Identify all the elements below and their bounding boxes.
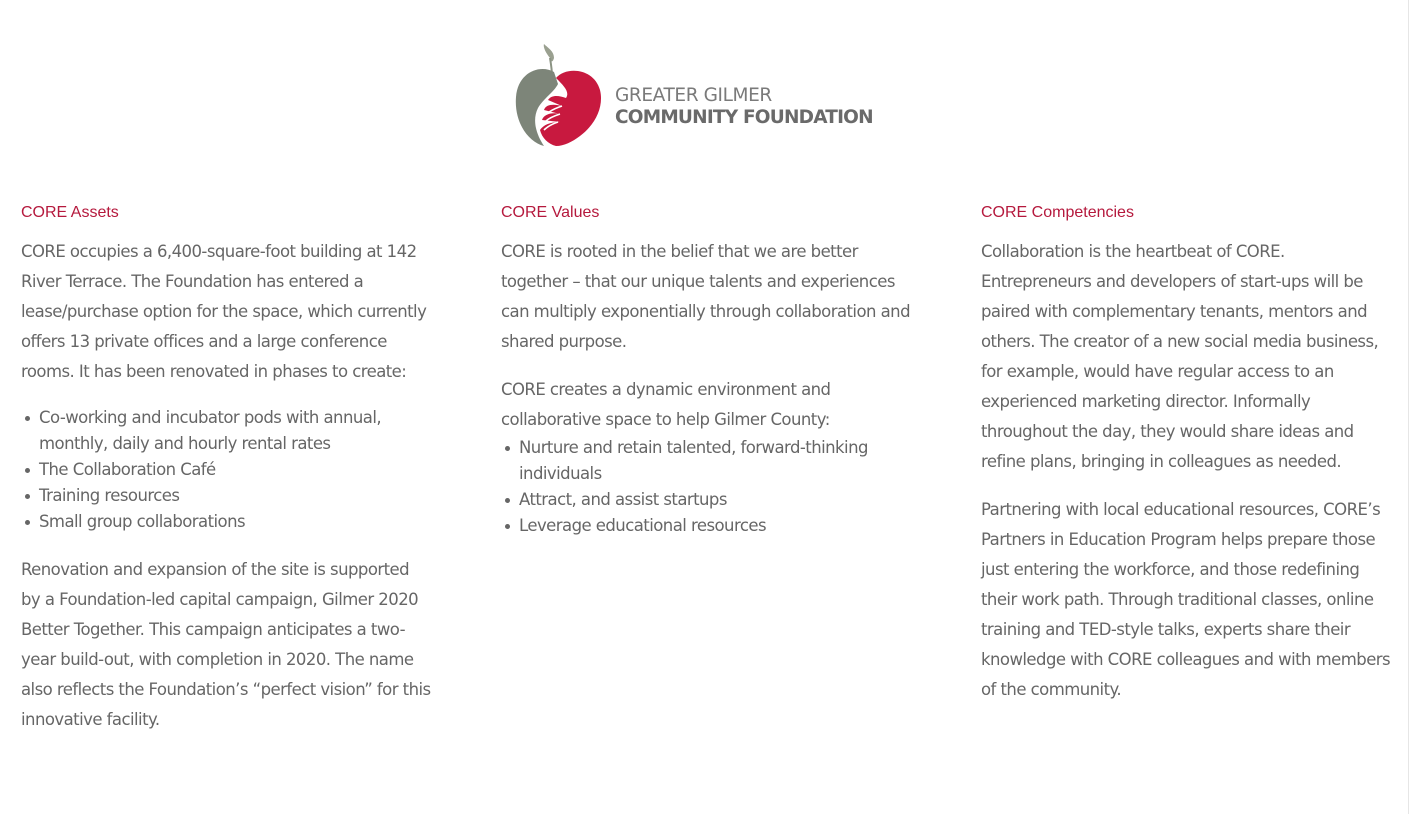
apple-hand-logo-icon [514, 42, 604, 148]
core-assets-column [21, 202, 431, 753]
list-item: Attract, and assist startups [519, 487, 911, 513]
core-competencies-paragraph-2: Partnering with local educational resources, CORE’s Partners in Education Program helps prepare those just entering the workforce, and those redefining their work path. Through traditional classes, online training and TED-style talks, experts share their knowledge with CORE colleagues and with members of the community. [981, 500, 1391, 699]
core-competencies-paragraph-1: Collaboration is the heartbeat of CORE. Entrepreneurs and developers of start-ups will be paired with complementary tenants, mentors and others. The creator of a new social media business, for example, would have regular access to an experienced marketing director. Informally throughout the day, they would share ideas and refine plans, bringing in colleagues as needed. [981, 242, 1379, 471]
core-assets-heading: CORE Assets [21, 204, 119, 221]
logo-text-line1: GREATER GILMER [615, 85, 772, 106]
list-item: The Collaboration Café [39, 457, 431, 483]
core-assets-closing: Renovation and expansion of the site is supported by a Foundation-led capital campaign, Gilmer 2020 Better Together. This campaign anticipates a two-year build-out, with completion in 2020. The name also reflects the Foundation’s “perfect vision” for this innovative facility. [21, 560, 431, 729]
foundation-logo[interactable] [514, 42, 894, 148]
core-assets-intro: CORE occupies a 6,400-square-foot building at 142 River Terrace. The Foundation has entered a lease/purchase option for the space, which currently offers 13 private offices and a large conference rooms. It has been renovated in phases to create: [21, 242, 427, 381]
core-competencies-heading: CORE Competencies [981, 204, 1134, 221]
core-values-paragraph-1: CORE is rooted in the belief that we are better together – that our unique talents and experiences can multiply exponentially through collaboration and shared purpose. [501, 242, 911, 351]
list-item: Training resources [39, 483, 431, 509]
page-edge-divider [1408, 0, 1409, 814]
core-values-heading: CORE Values [501, 204, 600, 221]
list-item: Nurture and retain talented, forward-thinking individuals [519, 435, 911, 487]
core-assets-list [21, 405, 431, 535]
list-item: Small group collaborations [39, 509, 431, 535]
list-item: Co-working and incubator pods with annual, monthly, daily and hourly rental rates [39, 405, 431, 457]
core-values-paragraph-2: CORE creates a dynamic environment and collaborative space to help Gilmer County: [501, 380, 831, 429]
core-values-list [501, 435, 911, 539]
logo-text-line2: COMMUNITY FOUNDATION [615, 107, 873, 128]
list-item: Leverage educational resources [519, 513, 911, 539]
core-competencies-column [981, 202, 1391, 723]
core-values-column [501, 202, 911, 559]
